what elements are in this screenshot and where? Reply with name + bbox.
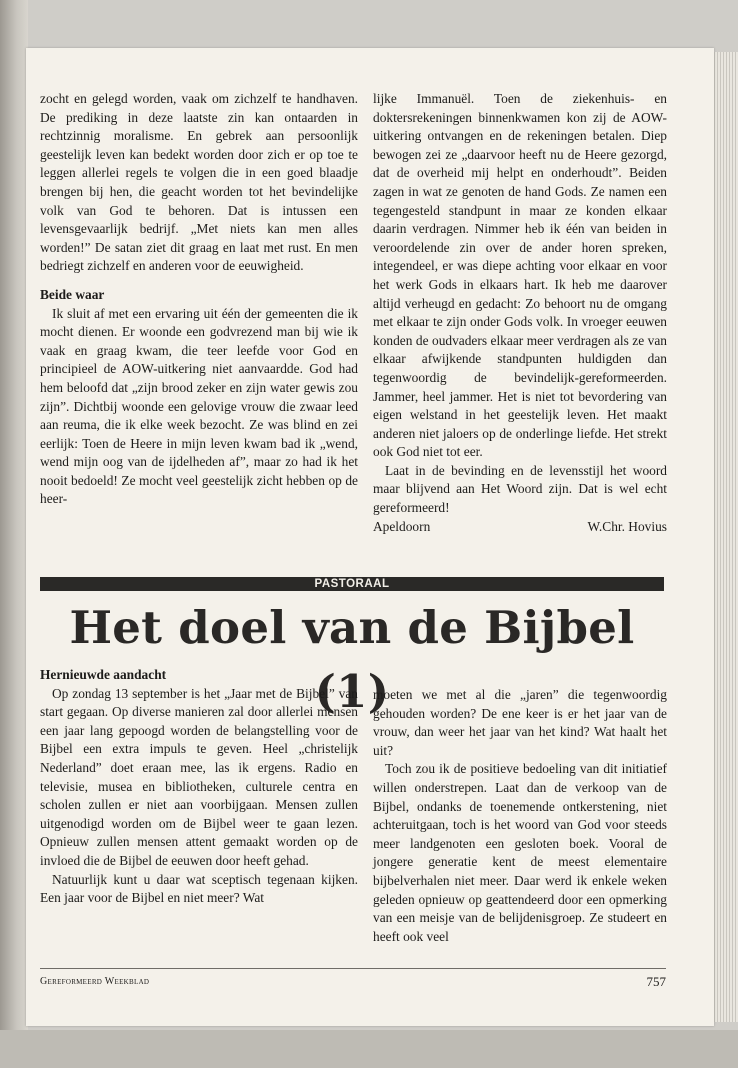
article-column-top-right <box>373 90 667 536</box>
signature-place: Apeldoorn <box>373 518 431 534</box>
page-edges <box>712 52 738 1022</box>
article-column-top-left <box>40 90 358 509</box>
footer-rule <box>40 968 666 969</box>
scan-gutter <box>0 0 28 1068</box>
paragraph: Natuurlijk kunt u daar wat sceptisch tegenaan kijken. Een jaar voor de Bijbel en niet meer? Wat <box>40 871 358 906</box>
section-label-bar: PASTORAAL <box>40 577 664 591</box>
paragraph: lijke Immanuël. Toen de ziekenhuis- en doktersrekeningen binnenkwamen kon zij de AOW-uitkering ontvangen en de rekeningen betalen. Diep bewogen zei ze „daarvoor heeft nu de Heere gezorgd, dat de overheid mij helpt en onderhoudt”. Beiden zagen in wat ze genoten de hand Gods. Ze namen een tegengesteld standpunt in maar ze konden elkaar daarin verdragen. Nimmer heb ik één van beiden in veroordelende zin over de ander horen spreken, integendeel, er was diepe achting voor elkaar en voor het werk Gods in elkaars hart. Ik heb me daarover altijd verheugd en gedacht: Zo behoort nu de omgang met elkaar te zijn onder Gods volk. In vroeger eeuwen konden de oudvaders elkaar meer verdragen als ze van elkaar afwijkende standpunten huldigden dan tegenwoordig de bevindelijk-gereformeerden. Jammer, heel jammer. Het is niet tot bevordering van eigen welstand in het geestelijk leven. Het maakt anderen niet jaloers op de onderlinge liefde. Het strekt ook God niet tot eer. <box>373 91 667 460</box>
paragraph: Op zondag 13 september is het „Jaar met de Bijbel” van start gegaan. Op diverse manieren zal door allerlei mensen een jaar lang gepoogd worden de belangstelling voor de Bijbel een extra impuls te geven. Heel „christelijk Nederland” doet eraan mee, las ik ergens. Radio en televisie, musea en bibliotheken, culturele centra en scholen zullen er niet aan voorbijgaan. Mensen zullen uitgenodigd worden om de Bijbel weer te gaan lezen. Opnieuw zullen mensen attent gemaakt worden op de invloed die de Bijbel de eeuwen door heeft gehad. <box>40 685 358 868</box>
subheading: Hernieuwde aandacht <box>40 667 167 682</box>
page-number: 757 <box>646 974 666 989</box>
publication-name: Gereformeerd Weekblad <box>40 976 150 987</box>
paragraph: zocht en gelegd worden, vaak om zichzelf te handhaven. De prediking in deze laatste zin kan ontaarden in rechtzinnig moralisme. En gebrek aan persoonlijk geestelijk leven kan bedekt worden door zich er op toe te leggen allerlei regels te volgen die in een goed blaadje brengen bij hen, die geacht worden tot het bevindelijke volk van God te behoren. Dat is intussen een levensgevaarlijk bedrijf. „Met niets kan men alles worden!” De satan ziet dit graag en laat met rust. En men bedriegt zichzelf en anderen voor de eeuwigheid. <box>40 91 358 274</box>
signature-line <box>373 518 667 537</box>
subheading: Beide waar <box>40 286 105 302</box>
article-column-bottom-right <box>373 686 667 946</box>
paragraph: Laat in de bevinding en de levensstijl het woord maar blijvend aan Het Woord zijn. Dat is wel echt gereformeerd! <box>373 462 667 516</box>
paragraph: moeten we met al die „jaren” die tegenwoordig gehouden worden? De ene keer is er het jaar van de vrouw, dan weer het jaar van het kind? Wat haalt het uit? <box>373 687 667 758</box>
article-column-bottom-left <box>40 666 358 908</box>
signature-author: W.Chr. Hovius <box>587 518 667 534</box>
article-headline: Het doel van de Bijbel (1) <box>69 601 635 718</box>
paragraph: Ik sluit af met een ervaring uit één der gemeenten die ik mocht dienen. Er woonde een godvrezend man bij wie ik vaak en graag kwam, die teer leefde voor God en principieel de AOW-uitkering niet aanvaardde. God had hem beloofd dat „zijn brood zeker en zijn water gewis zou zijn”. Dichtbij woonde een gelovige vrouw die zwaar leed aan reuma, die ik elke week bezocht. Ze was blind en zei eerlijk: Toen de Heere in mijn leven kwam bad ik „wend, wend mijn oog van de ijdelheden af”, maar zo had ik het nooit bedoeld! Ze mocht veel geestelijk zicht hebben op de heer- <box>40 305 358 507</box>
paragraph: Toch zou ik de positieve bedoeling van dit initiatief willen onderstrepen. Laat dan de verkoop van de Bijbel, ondanks de toenemende ontkerstening, niet achteruitgaan, toch is het woord van God voor steeds meer landgenoten een gesloten boek. Vooral de jongere generatie kent de meest elementaire bijbelverhalen niet meer. Daar werd ik enkele weken geleden opnieuw op geattendeerd door een opmerking van een meisje van de belijdenisgroep. Ze studeert en heeft ook veel <box>373 761 667 944</box>
scan-background <box>0 1030 738 1068</box>
